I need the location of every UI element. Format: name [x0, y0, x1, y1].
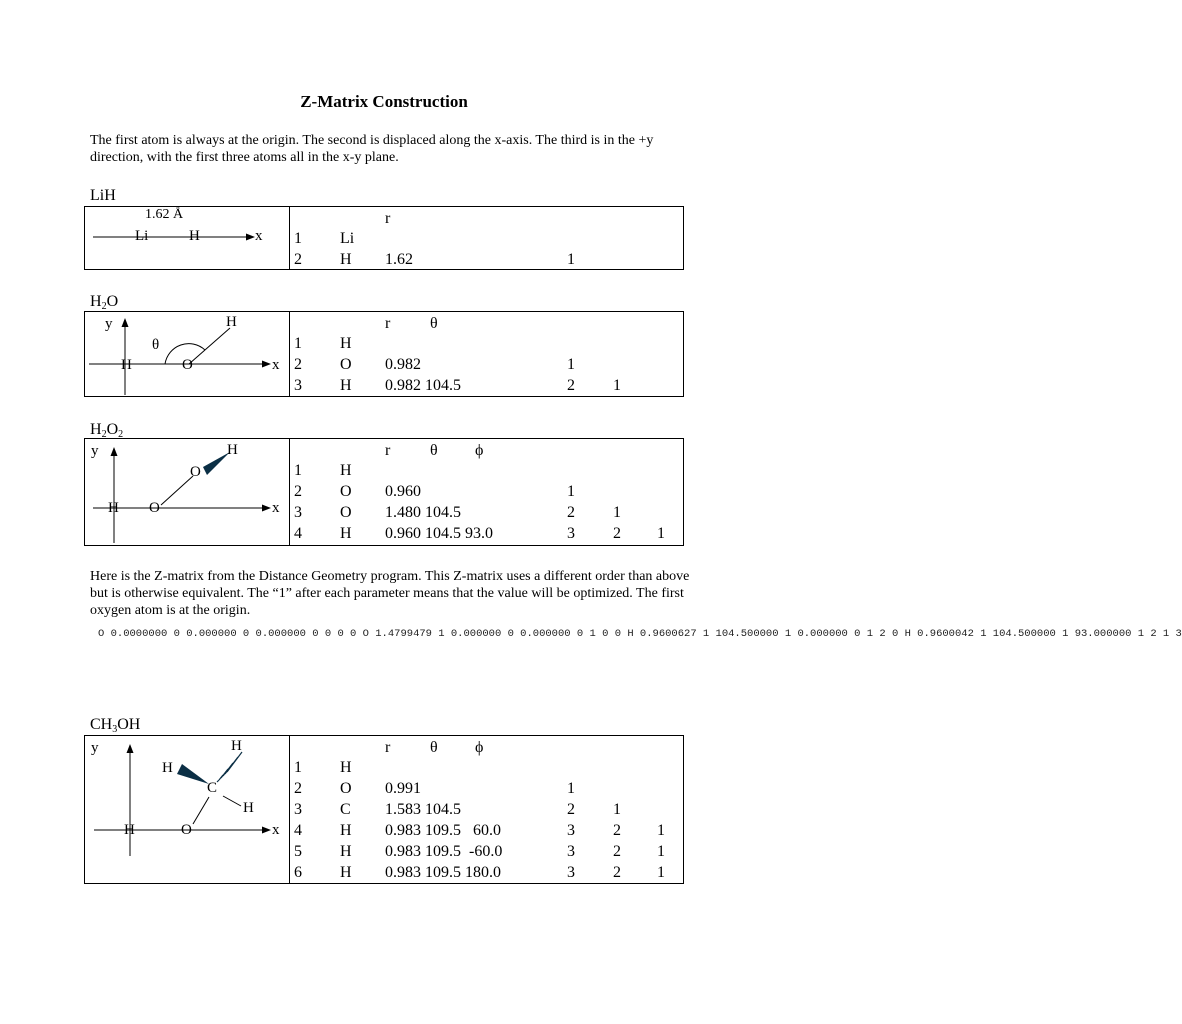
zmat-row-conn1: 3 [567, 843, 575, 860]
page-title: Z-Matrix Construction [300, 92, 468, 111]
zmat-row-values: 0.983 109.5 60.0 [385, 822, 501, 839]
zmat-row-element: H [340, 377, 352, 394]
lih-distance-label: 1.62 Å [145, 207, 184, 222]
section-label-h2o: $H_2O$ [90, 293, 119, 312]
zmat-row-conn3: 1 [657, 822, 665, 839]
h2o2-atom-o-left: O [149, 500, 160, 516]
section-label-lih: LiH [90, 187, 116, 204]
zmat-row-num: 2 [294, 483, 302, 500]
zmat-row-values: 0.991 [385, 780, 421, 797]
h2o2-header-r: r [385, 442, 391, 459]
zmat-row-element: H [340, 462, 352, 479]
zmat-row-element: H [340, 251, 352, 268]
zmat-row-values: 0.982 104.5 [385, 377, 461, 394]
ch3oh-header-phi: ϕ [475, 739, 484, 756]
zmat-row-conn3: 1 [657, 525, 665, 542]
zmat-row-values: 1.583 104.5 [385, 801, 461, 818]
zmat-row-values: 0.960 104.5 93.0 [385, 525, 493, 542]
zmat-row-conn3: 1 [657, 864, 665, 881]
ch3oh-atom-c: C [207, 780, 218, 796]
lih-header-r: r [385, 210, 391, 227]
zmat-row-conn2: 1 [613, 801, 621, 818]
h2o-header-r: r [385, 315, 391, 332]
dg-line: O 1.4799479 1 0.000000 0 0.000000 0 1 0 0 [362, 628, 621, 640]
zmat-row-element: C [340, 801, 351, 818]
zmat-row-num: 2 [294, 780, 302, 797]
h2o-axis-x: x [272, 357, 280, 373]
zmat-row-num: 2 [294, 356, 302, 373]
hashed-wedge-icon [217, 752, 242, 782]
zmat-row-num: 1 [294, 335, 302, 352]
zmat-row-num: 5 [294, 843, 302, 860]
zmat-row-conn2: 1 [613, 377, 621, 394]
section-label-ch3oh: $CH_3OH$ [90, 716, 141, 735]
h2o-axis-y: y [105, 316, 113, 332]
ch3oh-atom-h-axis: H [124, 822, 135, 838]
ch3oh-box [84, 735, 684, 884]
zmat-row-values: 1.62 [385, 251, 413, 268]
zmat-row-conn1: 1 [567, 356, 575, 373]
h2o2-divider [289, 439, 290, 545]
h2o-box [84, 311, 684, 397]
section-label-h2o2: $H_2O_2$ [90, 421, 124, 440]
lih-box [84, 206, 684, 270]
zmat-row-num: 2 [294, 251, 302, 268]
h2o-atom-h-left: H [121, 357, 132, 373]
zmat-row-conn2: 2 [613, 864, 621, 881]
h2o2-atom-h-top: H [227, 442, 238, 458]
zmat-row-conn1: 3 [567, 822, 575, 839]
zmat-row-values: 0.960 [385, 483, 421, 500]
ch3oh-figure [85, 736, 289, 885]
zmat-row-element: O [340, 504, 352, 521]
ch3oh-axis-y: y [91, 740, 99, 756]
zmat-row-num: 4 [294, 822, 302, 839]
ch3oh-atom-h-left: H [162, 760, 173, 776]
h2o2-atom-o-right: O [190, 464, 201, 480]
zmat-row-conn1: 1 [567, 483, 575, 500]
zmat-row-num: 3 [294, 504, 302, 521]
zmat-row-conn2: 2 [613, 525, 621, 542]
zmat-row-element: O [340, 483, 352, 500]
zmat-row-num: 1 [294, 230, 302, 247]
ch3oh-header-r: r [385, 739, 391, 756]
zmat-row-num: 3 [294, 801, 302, 818]
lih-atom-li: Li [135, 228, 149, 244]
zmat-row-conn1: 3 [567, 864, 575, 881]
intro-paragraph: The first atom is always at the origin. The second is displaced along the x-axis. The third is in the +y direction, with the first three atoms all in the x-y plane. [90, 133, 654, 165]
zmat-row-conn1: 2 [567, 504, 575, 521]
h2o-divider [289, 312, 290, 396]
zmat-row-conn1: 2 [567, 801, 575, 818]
zmat-row-element: O [340, 356, 352, 373]
h2o-theta-label: θ [152, 337, 160, 353]
h2o-header-theta: θ [430, 315, 438, 332]
zmat-row-num: 4 [294, 525, 302, 542]
zmat-row-num: 1 [294, 759, 302, 776]
h2o2-axis-x: x [272, 500, 280, 516]
h2o-atom-h-top: H [226, 314, 237, 330]
lih-axis-x: x [255, 228, 263, 244]
zmat-row-element: O [340, 780, 352, 797]
zmat-row-conn3: 1 [657, 843, 665, 860]
zmat-row-conn2: 1 [613, 504, 621, 521]
zmat-row-element: Li [340, 230, 355, 247]
dg-line: H 0.9600627 1 104.500000 1 0.000000 0 1 2 0 [627, 628, 899, 640]
zmat-row-element: H [340, 843, 352, 860]
zmat-row-conn1: 1 [567, 251, 575, 268]
zmat-row-element: H [340, 822, 352, 839]
h2o-atom-o: O [182, 357, 193, 373]
zmat-row-values: 0.983 109.5 180.0 [385, 864, 501, 881]
ch3oh-header-theta: θ [430, 739, 438, 756]
ch3oh-atom-h-right: H [243, 800, 254, 816]
ch3oh-atom-o: O [181, 822, 192, 838]
zmat-row-values: 1.480 104.5 [385, 504, 461, 521]
zmat-row-num: 3 [294, 377, 302, 394]
zmat-row-conn1: 2 [567, 377, 575, 394]
zmat-row-num: 1 [294, 462, 302, 479]
zmat-row-conn2: 2 [613, 843, 621, 860]
ch3oh-divider [289, 736, 290, 883]
dg-zmatrix [98, 627, 1182, 642]
zmat-row-conn2: 2 [613, 822, 621, 839]
h2o2-header-phi: ϕ [475, 442, 484, 459]
h2o2-figure [85, 439, 289, 547]
h2o2-header-theta: θ [430, 442, 438, 459]
zmat-row-values: 0.982 [385, 356, 421, 373]
lih-atom-h: H [189, 228, 200, 244]
zmat-row-values: 0.983 109.5 -60.0 [385, 843, 503, 860]
h2o2-box [84, 438, 684, 546]
dg-paragraph: Here is the Z-matrix from the Distance Geometry program. This Z-matrix uses a different order than above but is otherwise equivalent. The “1” after each parameter means that the value will be optimized. The first oxygen atom is at the origin. [90, 569, 690, 618]
h2o2-atom-h-left: H [108, 500, 119, 516]
zmat-row-num: 6 [294, 864, 302, 881]
zmat-row-conn1: 1 [567, 780, 575, 797]
zmat-row-element: H [340, 864, 352, 881]
h2o-figure [85, 312, 289, 398]
dg-line: H 0.9600042 1 104.500000 1 93.000000 1 2 1 3 [904, 628, 1182, 640]
zmat-row-element: H [340, 525, 352, 542]
zmat-row-conn1: 3 [567, 525, 575, 542]
h2o2-axis-y: y [91, 443, 99, 459]
ch3oh-axis-x: x [272, 822, 280, 838]
zmat-row-element: H [340, 759, 352, 776]
lih-divider [289, 207, 290, 269]
zmat-row-element: H [340, 335, 352, 352]
dg-line: O 0.0000000 0 0.000000 0 0.000000 0 0 0 0 [98, 628, 357, 640]
ch3oh-atom-h-top: H [231, 738, 242, 754]
